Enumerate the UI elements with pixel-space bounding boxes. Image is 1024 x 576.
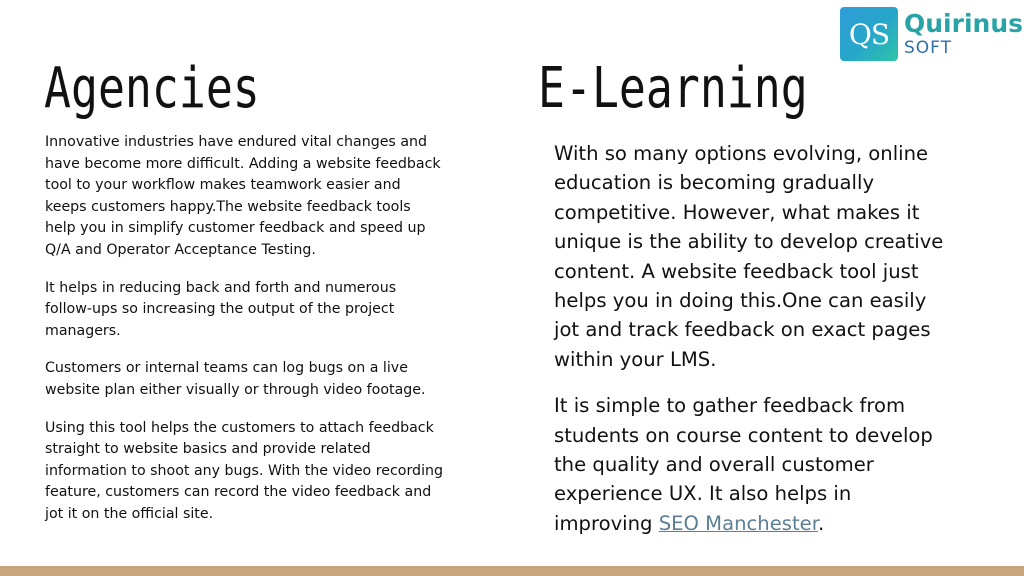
logo-wordmark bbox=[904, 11, 1023, 57]
agencies-heading: Agencies bbox=[44, 56, 260, 121]
agencies-body bbox=[45, 132, 445, 542]
logo-subtitle: SOFT bbox=[904, 38, 953, 58]
agencies-paragraph: Using this tool helps the customers to attach feedback straight to website basics and provide related information to shoot any bugs. With the video recording feature, customers can record the video feedback and jot it on the official site. bbox=[45, 419, 444, 522]
e-learning-paragraph bbox=[554, 391, 954, 538]
e-learning-paragraph-text: It is simple to gather feedback from students on course content to develop the quality and overall customer experience UX. It also helps in improving bbox=[554, 394, 933, 535]
e-learning-paragraph-end: . bbox=[817, 511, 825, 535]
logo-name: Quirinus bbox=[904, 9, 1023, 38]
agencies-paragraph: It helps in reducing back and forth and numerous follow-ups so increasing the output of the project managers. bbox=[45, 279, 397, 339]
e-learning-heading: E-Learning bbox=[538, 56, 808, 121]
bottom-accent-bar bbox=[0, 566, 1024, 576]
agencies-paragraph: Customers or internal teams can log bugs on a live website plan either visually or through video footage. bbox=[45, 360, 426, 398]
e-learning-body bbox=[554, 139, 954, 555]
qs-logo-mark: QS bbox=[840, 7, 898, 61]
seo-manchester-link[interactable]: SEO Manchester bbox=[658, 511, 818, 535]
quirinus-soft-logo bbox=[840, 6, 1024, 62]
agencies-paragraph: Innovative industries have endured vital changes and have become more difficult. Adding a website feedback tool to your workflow makes teamwork easier and keeps customers happy.The website feedback tools help you in simplify customer feedback and speed up Q/A and Operator Acceptance Testing. bbox=[45, 134, 441, 258]
e-learning-paragraph: With so many options evolving, online education is becoming gradually competitive. However, what makes it unique is the ability to develop creative content. A website feedback tool just helps you in doing this.One can easily jot and track feedback on exact pages within your LMS. bbox=[554, 142, 944, 371]
